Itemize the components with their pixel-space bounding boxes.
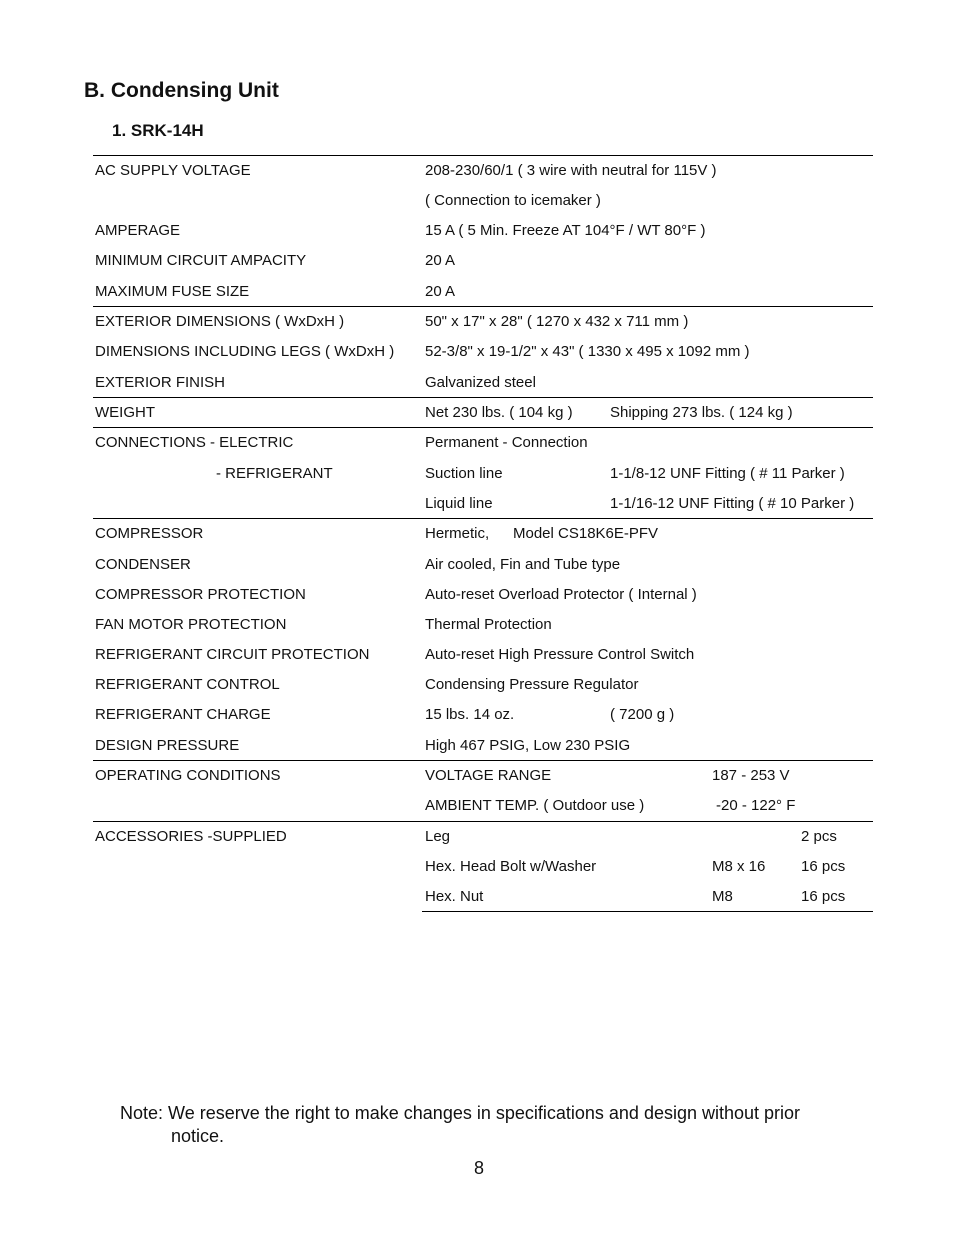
spec-value: 52-3/8" x 19-1/2" x 43" ( 1330 x 495 x 1092 mm ) — [425, 343, 750, 360]
spec-value: Condensing Pressure Regulator — [425, 676, 639, 693]
spec-value: Suction line — [425, 465, 503, 482]
accessory-size: M8 — [712, 888, 733, 905]
spec-label: WEIGHT — [95, 404, 155, 421]
spec-label: REFRIGERANT CONTROL — [95, 676, 280, 693]
spec-label: EXTERIOR DIMENSIONS ( WxDxH ) — [95, 313, 345, 330]
spec-value: 20 A — [425, 283, 456, 300]
accessory-qty: 16 pcs — [801, 888, 846, 905]
accessory-item: Leg — [425, 828, 451, 845]
spec-value: -20 - 122° F — [716, 797, 796, 814]
spec-label: EXTERIOR FINISH — [95, 374, 226, 391]
table-divider — [93, 397, 873, 398]
spec-value: 1-1/16-12 UNF Fitting ( # 10 Parker ) — [610, 495, 855, 512]
spec-value: Shipping 273 lbs. ( 124 kg ) — [610, 404, 793, 421]
table-divider — [93, 821, 873, 822]
table-divider — [93, 427, 873, 428]
spec-value: 187 - 253 V — [712, 767, 790, 784]
spec-value: Auto-reset High Pressure Control Switch — [425, 646, 695, 663]
spec-value: VOLTAGE RANGE — [425, 767, 552, 784]
spec-label: CONDENSER — [95, 556, 191, 573]
spec-value: 1-1/8-12 UNF Fitting ( # 11 Parker ) — [610, 465, 845, 482]
spec-label: ACCESSORIES -SUPPLIED — [95, 828, 287, 845]
table-top-rule — [93, 155, 873, 156]
spec-label: CONNECTIONS - ELECTRIC — [95, 434, 294, 451]
table-divider — [93, 518, 873, 519]
spec-label: MAXIMUM FUSE SIZE — [95, 283, 250, 300]
spec-label: REFRIGERANT CIRCUIT PROTECTION — [95, 646, 370, 663]
spec-value: Model CS18K6E-PFV — [513, 525, 659, 542]
spec-label: AMPERAGE — [95, 222, 181, 239]
note-text-continued: notice. — [171, 1126, 225, 1146]
spec-value: ( Connection to icemaker ) — [425, 192, 601, 209]
spec-value: Thermal Protection — [425, 616, 552, 633]
spec-value: 208-230/60/1 ( 3 wire with neutral for 115V ) — [425, 162, 717, 179]
spec-value: Permanent - Connection — [425, 434, 588, 451]
accessory-qty: 2 pcs — [801, 828, 837, 845]
spec-value: AMBIENT TEMP. ( Outdoor use ) — [425, 797, 645, 814]
spec-label: OPERATING CONDITIONS — [95, 767, 281, 784]
spec-value: Hermetic, — [425, 525, 490, 542]
subsection-title: 1. SRK-14H — [112, 121, 204, 140]
spec-value: Auto-reset Overload Protector ( Internal ) — [425, 586, 697, 603]
page-number: 8 — [474, 1158, 485, 1178]
accessory-item: Hex. Nut — [425, 888, 484, 905]
spec-value: Liquid line — [425, 495, 493, 512]
spec-label: COMPRESSOR — [95, 525, 204, 542]
spec-value: Galvanized steel — [425, 374, 536, 391]
spec-value: Net 230 lbs. ( 104 kg ) — [425, 404, 573, 421]
spec-value: 50" x 17" x 28" ( 1270 x 432 x 711 mm ) — [425, 313, 689, 330]
spec-value: High 467 PSIG, Low 230 PSIG — [425, 737, 631, 754]
section-title: B. Condensing Unit — [84, 79, 279, 102]
spec-label: DESIGN PRESSURE — [95, 737, 240, 754]
accessory-item: Hex. Head Bolt w/Washer — [425, 858, 597, 875]
table-divider — [93, 306, 873, 307]
spec-value: ( 7200 g ) — [610, 706, 675, 723]
spec-value: 15 lbs. 14 oz. — [425, 706, 515, 723]
note-text: Note: We reserve the right to make changes in specifications and design without prior — [120, 1103, 801, 1123]
spec-label: REFRIGERANT CHARGE — [95, 706, 271, 723]
spec-value: 20 A — [425, 252, 456, 269]
table-bottom-rule — [422, 911, 873, 912]
spec-label: MINIMUM CIRCUIT AMPACITY — [95, 252, 307, 269]
spec-value: Air cooled, Fin and Tube type — [425, 556, 621, 573]
spec-value: 15 A ( 5 Min. Freeze AT 104°F / WT 80°F ) — [425, 222, 706, 239]
accessory-qty: 16 pcs — [801, 858, 846, 875]
spec-label: - REFRIGERANT — [216, 465, 333, 482]
table-divider — [93, 760, 873, 761]
spec-label: FAN MOTOR PROTECTION — [95, 616, 287, 633]
spec-label: DIMENSIONS INCLUDING LEGS ( WxDxH ) — [95, 343, 395, 360]
accessory-size: M8 x 16 — [712, 858, 766, 875]
spec-label: AC SUPPLY VOLTAGE — [95, 162, 251, 179]
spec-label: COMPRESSOR PROTECTION — [95, 586, 306, 603]
